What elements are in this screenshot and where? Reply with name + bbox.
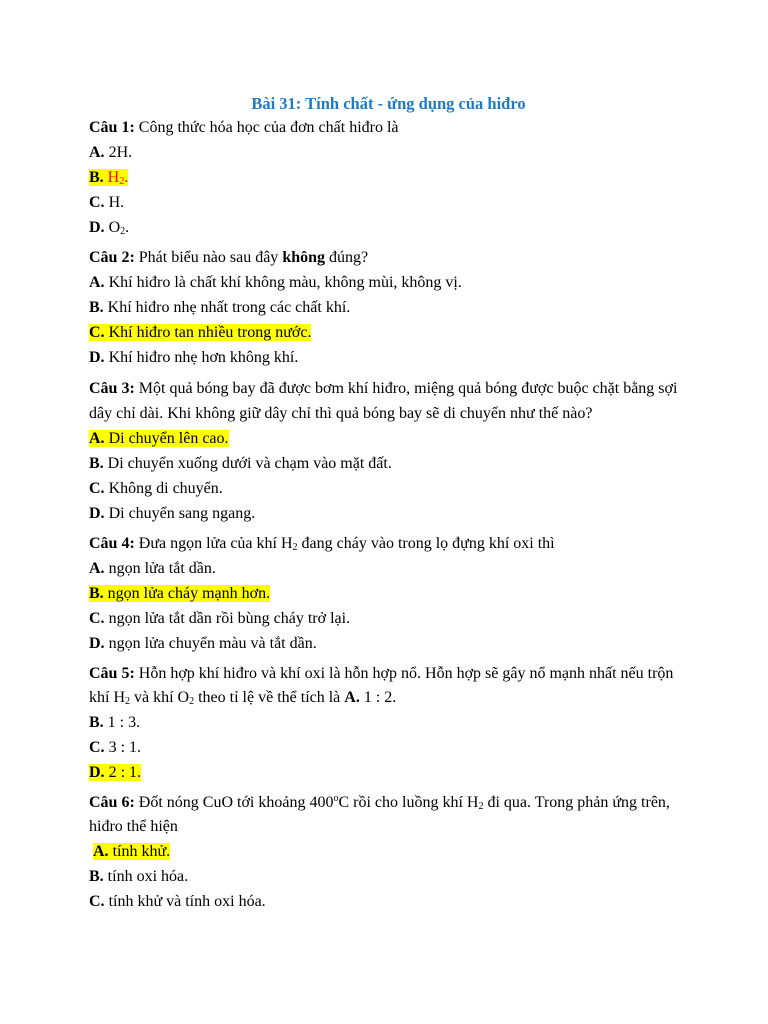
question-2-option-b: B. Khí hiđro nhẹ nhất trong các chất khí. xyxy=(89,299,351,316)
answer-text: $H_2$. xyxy=(103,169,129,187)
question-3-option-c: C. Không di chuyển. xyxy=(89,480,223,497)
question-4-option-b xyxy=(89,581,688,606)
answer-highlight: B. ngọn lửa cháy mạnh hơn. xyxy=(89,585,271,602)
question-5 xyxy=(89,662,688,785)
question-4 xyxy=(89,532,688,656)
question-1-option-c: C. H. xyxy=(89,194,125,211)
question-5-option-d xyxy=(89,760,688,785)
page-title: Bài 31: Tính chất - ứng dụng của hiđro xyxy=(251,94,526,113)
question-1-stem xyxy=(89,116,688,140)
question-label: Câu 1: xyxy=(89,119,135,136)
question-5-stem: Câu 5: Hỗn hợp khí hiđro và khí oxi là hỗn hợp nổ. Hỗn hợp sẽ gây nổ mạnh nhất nếu trộn khí $H_2$ và khí $O_2$ theo tỉ lệ về thể tích là A. 1 : 2. xyxy=(89,665,674,707)
question-5-option-b: B. 1 : 3. xyxy=(89,714,141,731)
question-4-option-d: D. ngọn lửa chuyển màu và tắt dần. xyxy=(89,635,317,652)
question-2 xyxy=(89,246,688,370)
question-2-stem: Câu 2: Phát biểu nào sau đây không đúng? xyxy=(89,249,369,266)
question-1-option-d: D. $O_2$. xyxy=(89,219,130,237)
question-4-option-c: C. ngọn lửa tắt dần rồi bùng cháy trở lại. xyxy=(89,610,351,627)
question-6-option-a xyxy=(89,839,688,864)
question-1-option-a: A. 2H. xyxy=(89,144,133,161)
question-text: Công thức hóa học của đơn chất hiđro là xyxy=(134,119,399,136)
question-3-option-b: B. Di chuyển xuống dưới và chạm vào mặt đất. xyxy=(89,455,392,472)
question-3-stem: Câu 3: Một quả bóng bay đã được bơm khí hiđro, miệng quả bóng được buộc chặt bằng sợi dây chỉ dài. Khi không giữ dây chỉ thì quả bóng bay sẽ di chuyển như thế nào? xyxy=(89,380,678,422)
question-6-option-c: C. tính khử và tính oxi hóa. xyxy=(89,893,266,910)
answer-highlight: A. Di chuyển lên cao. xyxy=(89,430,229,447)
question-2-option-a: A. Khí hiđro là chất khí không màu, không mùi, không vị. xyxy=(89,274,462,291)
question-1-option-b xyxy=(89,165,688,190)
question-4-option-a: A. ngọn lửa tắt dần. xyxy=(89,560,216,577)
answer-highlight: C. Khí hiđro tan nhiều trong nước. xyxy=(89,324,312,341)
question-1 xyxy=(89,116,688,240)
question-3-option-a xyxy=(89,426,688,451)
question-5-option-c: C. 3 : 1. xyxy=(89,739,142,756)
question-2-option-d: D. Khí hiđro nhẹ hơn không khí. xyxy=(89,349,299,366)
answer-highlight: A. tính khử. xyxy=(93,843,171,860)
answer-highlight: B. $H_2$. xyxy=(89,169,129,187)
question-6-option-b: B. tính oxi hóa. xyxy=(89,868,189,885)
question-6 xyxy=(89,791,688,914)
answer-highlight: D. 2 : 1. xyxy=(89,764,142,781)
question-3 xyxy=(89,376,688,526)
question-4-stem: Câu 4: Đưa ngọn lửa của khí $H_2$ đang cháy vào trong lọ đựng khí oxi thì xyxy=(89,535,555,553)
question-2-option-c xyxy=(89,320,688,345)
question-3-option-d: D. Di chuyển sang ngang. xyxy=(89,505,256,522)
question-6-stem: Câu 6: Đốt nóng CuO tới khoảng 400$^o$C rồi cho luồng khí $H_2$ đi qua. Trong phản ứng trên, hiđro thể hiện xyxy=(89,793,670,835)
